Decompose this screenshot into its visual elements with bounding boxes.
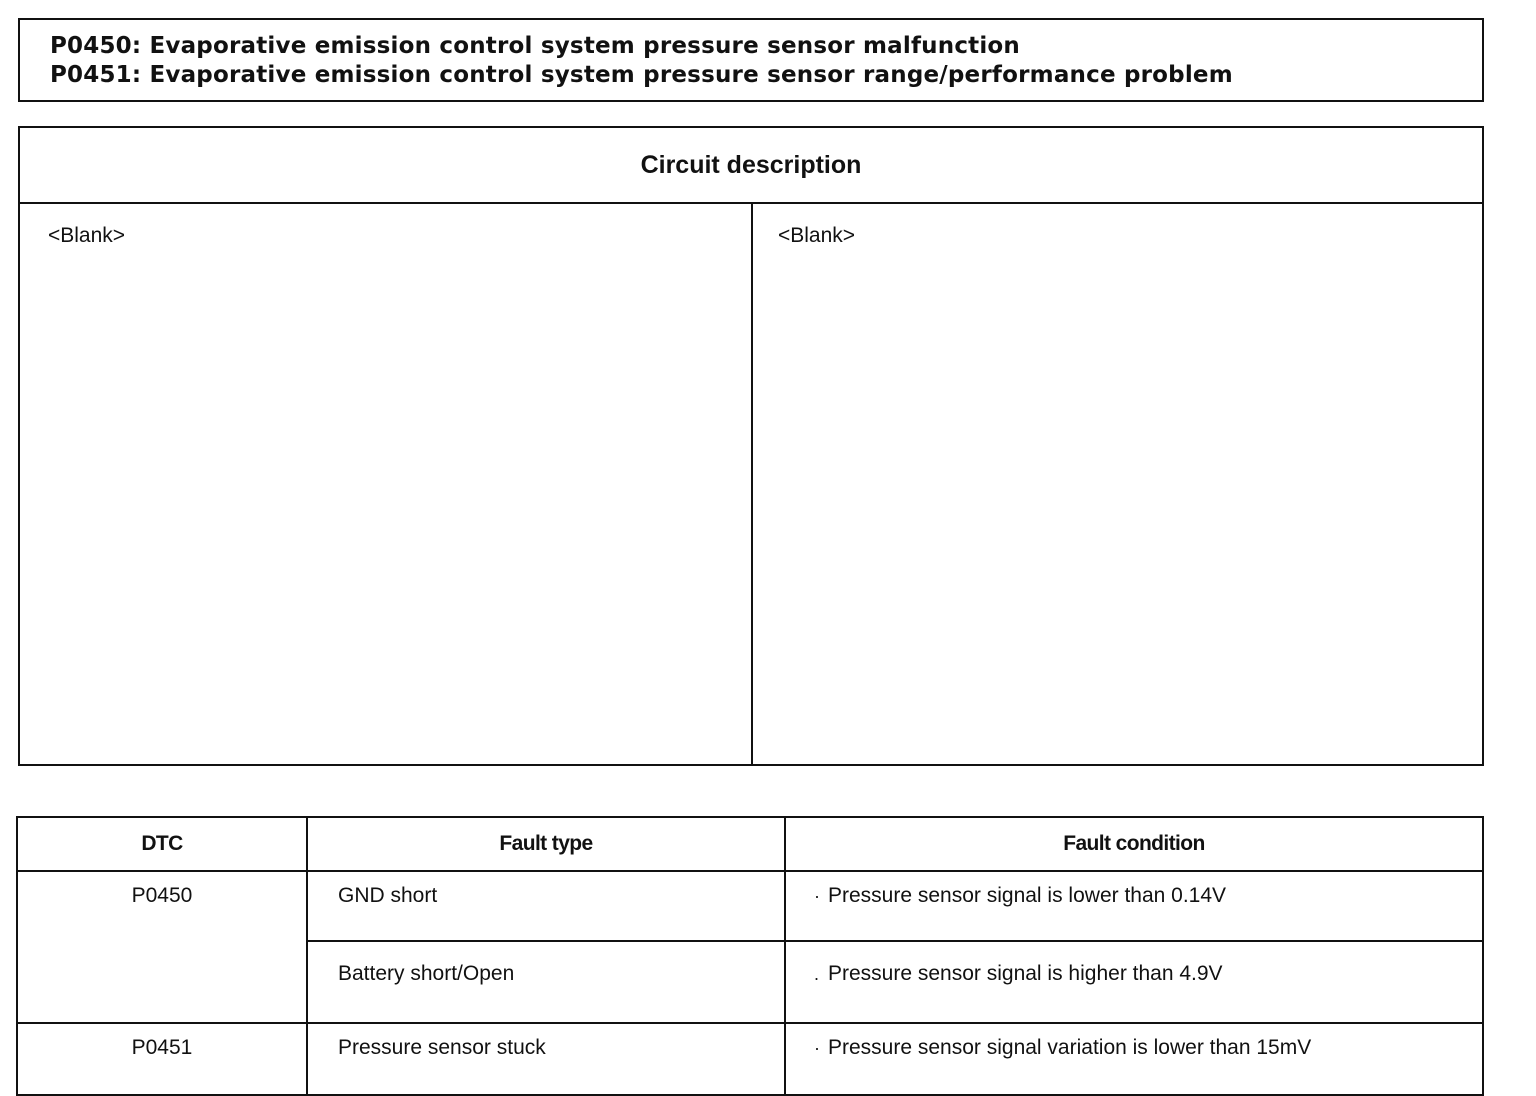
title-box: [18, 18, 1484, 102]
fault-type-cell: Pressure sensor stuck: [307, 1023, 785, 1095]
header-dtc: DTC: [17, 817, 307, 871]
table-row: [17, 1023, 1483, 1095]
title-line-p0451: P0451: Evaporative emission control system pressure sensor range/performance problem: [50, 62, 1233, 88]
fault-condition-text: Pressure sensor signal is higher than 4.9V: [828, 962, 1223, 985]
fault-condition-cell: [785, 871, 1483, 941]
fault-condition-text: Pressure sensor signal variation is lower than 15mV: [828, 1036, 1312, 1059]
fault-condition-cell: [785, 941, 1483, 1023]
fault-table: [16, 816, 1484, 1096]
circuit-description-heading: Circuit description: [20, 128, 1482, 204]
header-fault-type: Fault type: [307, 817, 785, 871]
circuit-description-divider: [751, 204, 753, 764]
circuit-left-panel-text: <Blank>: [48, 224, 126, 247]
fault-condition-text: Pressure sensor signal is lower than 0.14V: [828, 884, 1227, 907]
table-header-row: [17, 817, 1483, 871]
bullet-mark: .: [814, 964, 820, 984]
table-row: [17, 871, 1483, 941]
bullet-mark: ·: [814, 1038, 820, 1058]
header-fault-condition: Fault condition: [785, 817, 1483, 871]
dtc-cell: P0450: [17, 871, 307, 1023]
circuit-right-panel-text: <Blank>: [778, 224, 856, 247]
circuit-description-box: [18, 126, 1484, 766]
title-line-p0450: P0450: Evaporative emission control system pressure sensor malfunction: [50, 33, 1021, 59]
dtc-cell: P0451: [17, 1023, 307, 1095]
fault-condition-cell: [785, 1023, 1483, 1095]
fault-type-cell: Battery short/Open: [307, 941, 785, 1023]
fault-type-cell: GND short: [307, 871, 785, 941]
bullet-mark: ·: [814, 886, 820, 906]
